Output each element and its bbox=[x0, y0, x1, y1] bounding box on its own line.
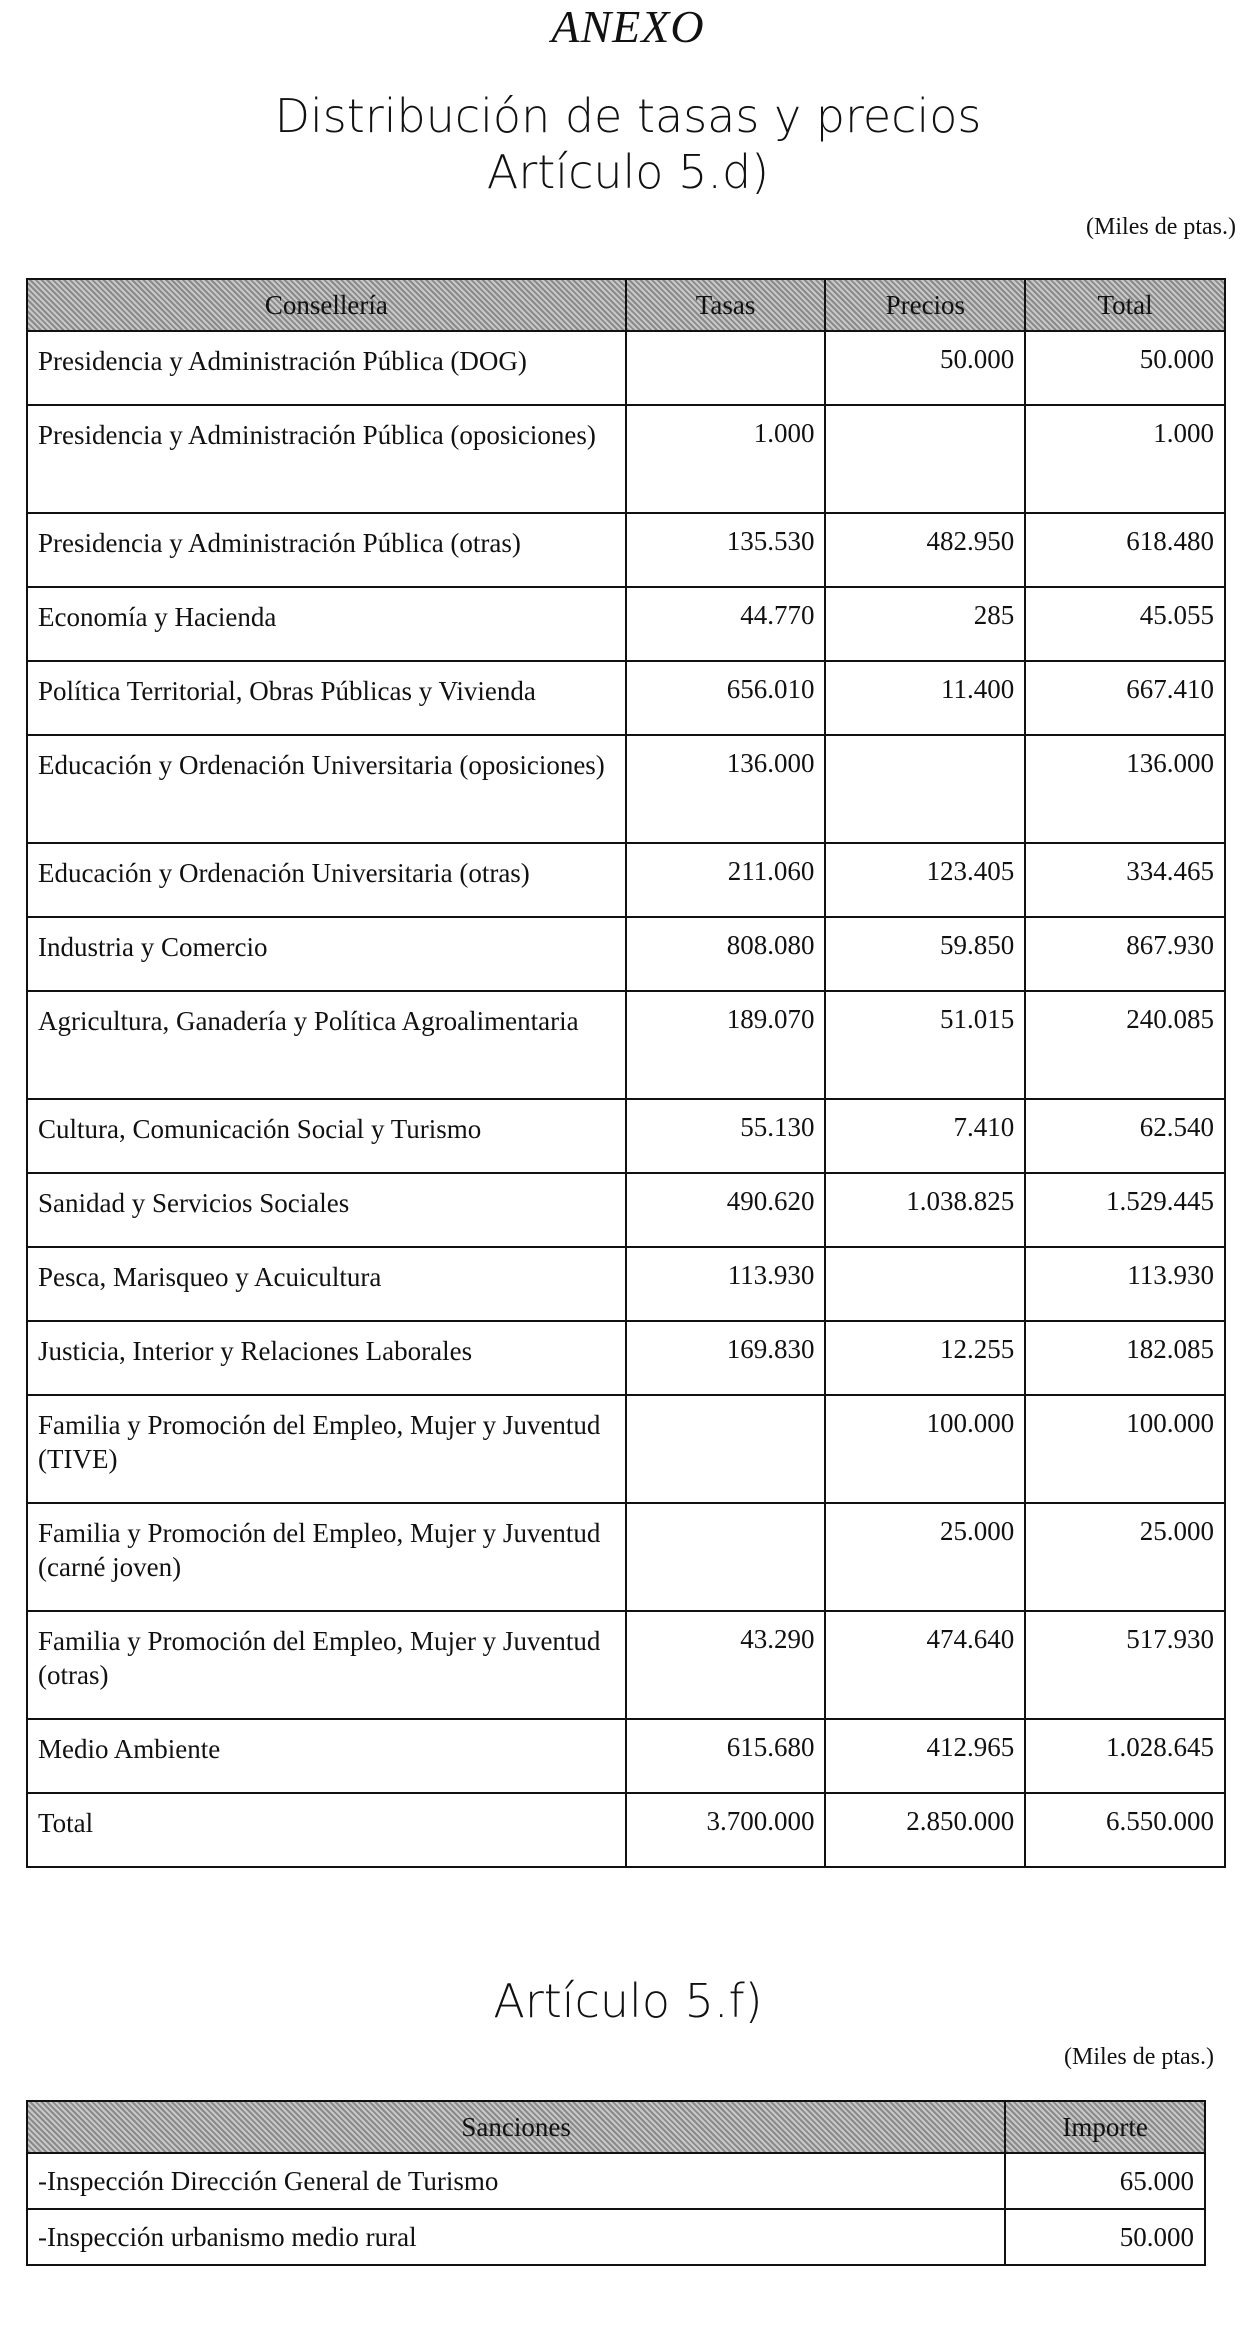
concept-cell: Total bbox=[27, 1793, 626, 1867]
header-conselleria: Consellería bbox=[27, 279, 626, 331]
tasas-cell: 656.010 bbox=[626, 661, 826, 735]
concept-cell: Cultura, Comunicación Social y Turismo bbox=[27, 1099, 626, 1173]
concept-cell: Medio Ambiente bbox=[27, 1719, 626, 1793]
concept-cell: Presidencia y Administración Pública (oposiciones) bbox=[27, 405, 626, 513]
concept-cell: Política Territorial, Obras Públicas y Vivienda bbox=[27, 661, 626, 735]
table-row bbox=[27, 661, 1225, 735]
header-total: Total bbox=[1025, 279, 1225, 331]
subtitle-line-2: Artículo 5.d) bbox=[486, 145, 770, 199]
total-cell: 1.000 bbox=[1025, 405, 1225, 513]
precios-cell: 12.255 bbox=[825, 1321, 1025, 1395]
concept-cell: -Inspección urbanismo medio rural bbox=[27, 2209, 1005, 2265]
tasas-cell: 490.620 bbox=[626, 1173, 826, 1247]
tasas-cell: 211.060 bbox=[626, 843, 826, 917]
concept-cell: Sanidad y Servicios Sociales bbox=[27, 1173, 626, 1247]
page-subtitle bbox=[0, 88, 1256, 200]
precios-cell: 285 bbox=[825, 587, 1025, 661]
tasas-cell: 3.700.000 bbox=[626, 1793, 826, 1867]
total-cell: 1.028.645 bbox=[1025, 1719, 1225, 1793]
concept-cell: Presidencia y Administración Pública (otras) bbox=[27, 513, 626, 587]
tasas-cell: 43.290 bbox=[626, 1611, 826, 1719]
tasas-cell bbox=[626, 1395, 826, 1503]
article-title: Artículo 5.f) bbox=[493, 1974, 763, 2028]
total-cell: 136.000 bbox=[1025, 735, 1225, 843]
tasas-cell bbox=[626, 1503, 826, 1611]
concept-cell: Industria y Comercio bbox=[27, 917, 626, 991]
table-row bbox=[27, 917, 1225, 991]
table-row bbox=[27, 1395, 1225, 1503]
table-row bbox=[27, 1173, 1225, 1247]
total-cell: 45.055 bbox=[1025, 587, 1225, 661]
subtitle-line-1: Distribución de tasas y precios bbox=[274, 89, 982, 143]
precios-cell: 2.850.000 bbox=[825, 1793, 1025, 1867]
table-row bbox=[27, 1321, 1225, 1395]
total-cell: 1.529.445 bbox=[1025, 1173, 1225, 1247]
precios-cell bbox=[825, 735, 1025, 843]
total-cell: 667.410 bbox=[1025, 661, 1225, 735]
table-row bbox=[27, 843, 1225, 917]
total-cell: 182.085 bbox=[1025, 1321, 1225, 1395]
concept-cell: Agricultura, Ganadería y Política Agroalimentaria bbox=[27, 991, 626, 1099]
tasas-cell: 1.000 bbox=[626, 405, 826, 513]
tasas-cell: 113.930 bbox=[626, 1247, 826, 1321]
sanciones-table bbox=[26, 2100, 1206, 2266]
concept-cell: Pesca, Marisqueo y Acuicultura bbox=[27, 1247, 626, 1321]
total-cell: 240.085 bbox=[1025, 991, 1225, 1099]
tasas-cell bbox=[626, 331, 826, 405]
table-row bbox=[27, 2153, 1205, 2209]
precios-cell bbox=[825, 1247, 1025, 1321]
table-row bbox=[27, 991, 1225, 1099]
table-row bbox=[27, 1099, 1225, 1173]
importe-cell: 65.000 bbox=[1005, 2153, 1205, 2209]
tasas-cell: 615.680 bbox=[626, 1719, 826, 1793]
table-row bbox=[27, 587, 1225, 661]
total-cell: 25.000 bbox=[1025, 1503, 1225, 1611]
concept-cell: Presidencia y Administración Pública (DOG) bbox=[27, 331, 626, 405]
table-header-row bbox=[27, 2101, 1205, 2153]
total-cell: 50.000 bbox=[1025, 331, 1225, 405]
tasas-cell: 169.830 bbox=[626, 1321, 826, 1395]
table-row bbox=[27, 513, 1225, 587]
table-row bbox=[27, 331, 1225, 405]
total-cell: 517.930 bbox=[1025, 1611, 1225, 1719]
table-row bbox=[27, 1611, 1225, 1719]
concept-cell: Familia y Promoción del Empleo, Mujer y Juventud (carné joven) bbox=[27, 1503, 626, 1611]
concept-cell: -Inspección Dirección General de Turismo bbox=[27, 2153, 1005, 2209]
table-row bbox=[27, 405, 1225, 513]
table-row bbox=[27, 735, 1225, 843]
table-body bbox=[27, 2153, 1205, 2265]
table-row bbox=[27, 1793, 1225, 1867]
distribution-table bbox=[26, 278, 1226, 1868]
precios-cell: 7.410 bbox=[825, 1099, 1025, 1173]
table-body bbox=[27, 331, 1225, 1867]
table-row bbox=[27, 1247, 1225, 1321]
precios-cell: 1.038.825 bbox=[825, 1173, 1025, 1247]
concept-cell: Educación y Ordenación Universitaria (otras) bbox=[27, 843, 626, 917]
precios-cell bbox=[825, 405, 1025, 513]
table-header-row bbox=[27, 279, 1225, 331]
table-row bbox=[27, 2209, 1205, 2265]
header-importe: Importe bbox=[1005, 2101, 1205, 2153]
unit-note-sanciones: (Miles de ptas.) bbox=[1064, 2044, 1214, 2070]
tasas-cell: 136.000 bbox=[626, 735, 826, 843]
tasas-cell: 808.080 bbox=[626, 917, 826, 991]
total-cell: 618.480 bbox=[1025, 513, 1225, 587]
precios-cell: 482.950 bbox=[825, 513, 1025, 587]
concept-cell: Justicia, Interior y Relaciones Laborales bbox=[27, 1321, 626, 1395]
unit-note: (Miles de ptas.) bbox=[1086, 214, 1236, 240]
total-cell: 6.550.000 bbox=[1025, 1793, 1225, 1867]
header-tasas: Tasas bbox=[626, 279, 826, 331]
concept-cell: Familia y Promoción del Empleo, Mujer y Juventud (TIVE) bbox=[27, 1395, 626, 1503]
header-sanciones: Sanciones bbox=[27, 2101, 1005, 2153]
total-cell: 100.000 bbox=[1025, 1395, 1225, 1503]
total-cell: 62.540 bbox=[1025, 1099, 1225, 1173]
tasas-cell: 44.770 bbox=[626, 587, 826, 661]
concept-cell: Familia y Promoción del Empleo, Mujer y Juventud (otras) bbox=[27, 1611, 626, 1719]
total-cell: 113.930 bbox=[1025, 1247, 1225, 1321]
concept-cell: Economía y Hacienda bbox=[27, 587, 626, 661]
precios-cell: 11.400 bbox=[825, 661, 1025, 735]
table-row bbox=[27, 1503, 1225, 1611]
table-row bbox=[27, 1719, 1225, 1793]
precios-cell: 100.000 bbox=[825, 1395, 1025, 1503]
concept-cell: Educación y Ordenación Universitaria (oposiciones) bbox=[27, 735, 626, 843]
tasas-cell: 55.130 bbox=[626, 1099, 826, 1173]
precios-cell: 50.000 bbox=[825, 331, 1025, 405]
tasas-cell: 189.070 bbox=[626, 991, 826, 1099]
precios-cell: 51.015 bbox=[825, 991, 1025, 1099]
total-cell: 867.930 bbox=[1025, 917, 1225, 991]
total-cell: 334.465 bbox=[1025, 843, 1225, 917]
page-title: ANEXO bbox=[551, 1, 705, 52]
tasas-cell: 135.530 bbox=[626, 513, 826, 587]
precios-cell: 59.850 bbox=[825, 917, 1025, 991]
precios-cell: 123.405 bbox=[825, 843, 1025, 917]
importe-cell: 50.000 bbox=[1005, 2209, 1205, 2265]
precios-cell: 412.965 bbox=[825, 1719, 1025, 1793]
precios-cell: 25.000 bbox=[825, 1503, 1025, 1611]
precios-cell: 474.640 bbox=[825, 1611, 1025, 1719]
header-precios: Precios bbox=[825, 279, 1025, 331]
